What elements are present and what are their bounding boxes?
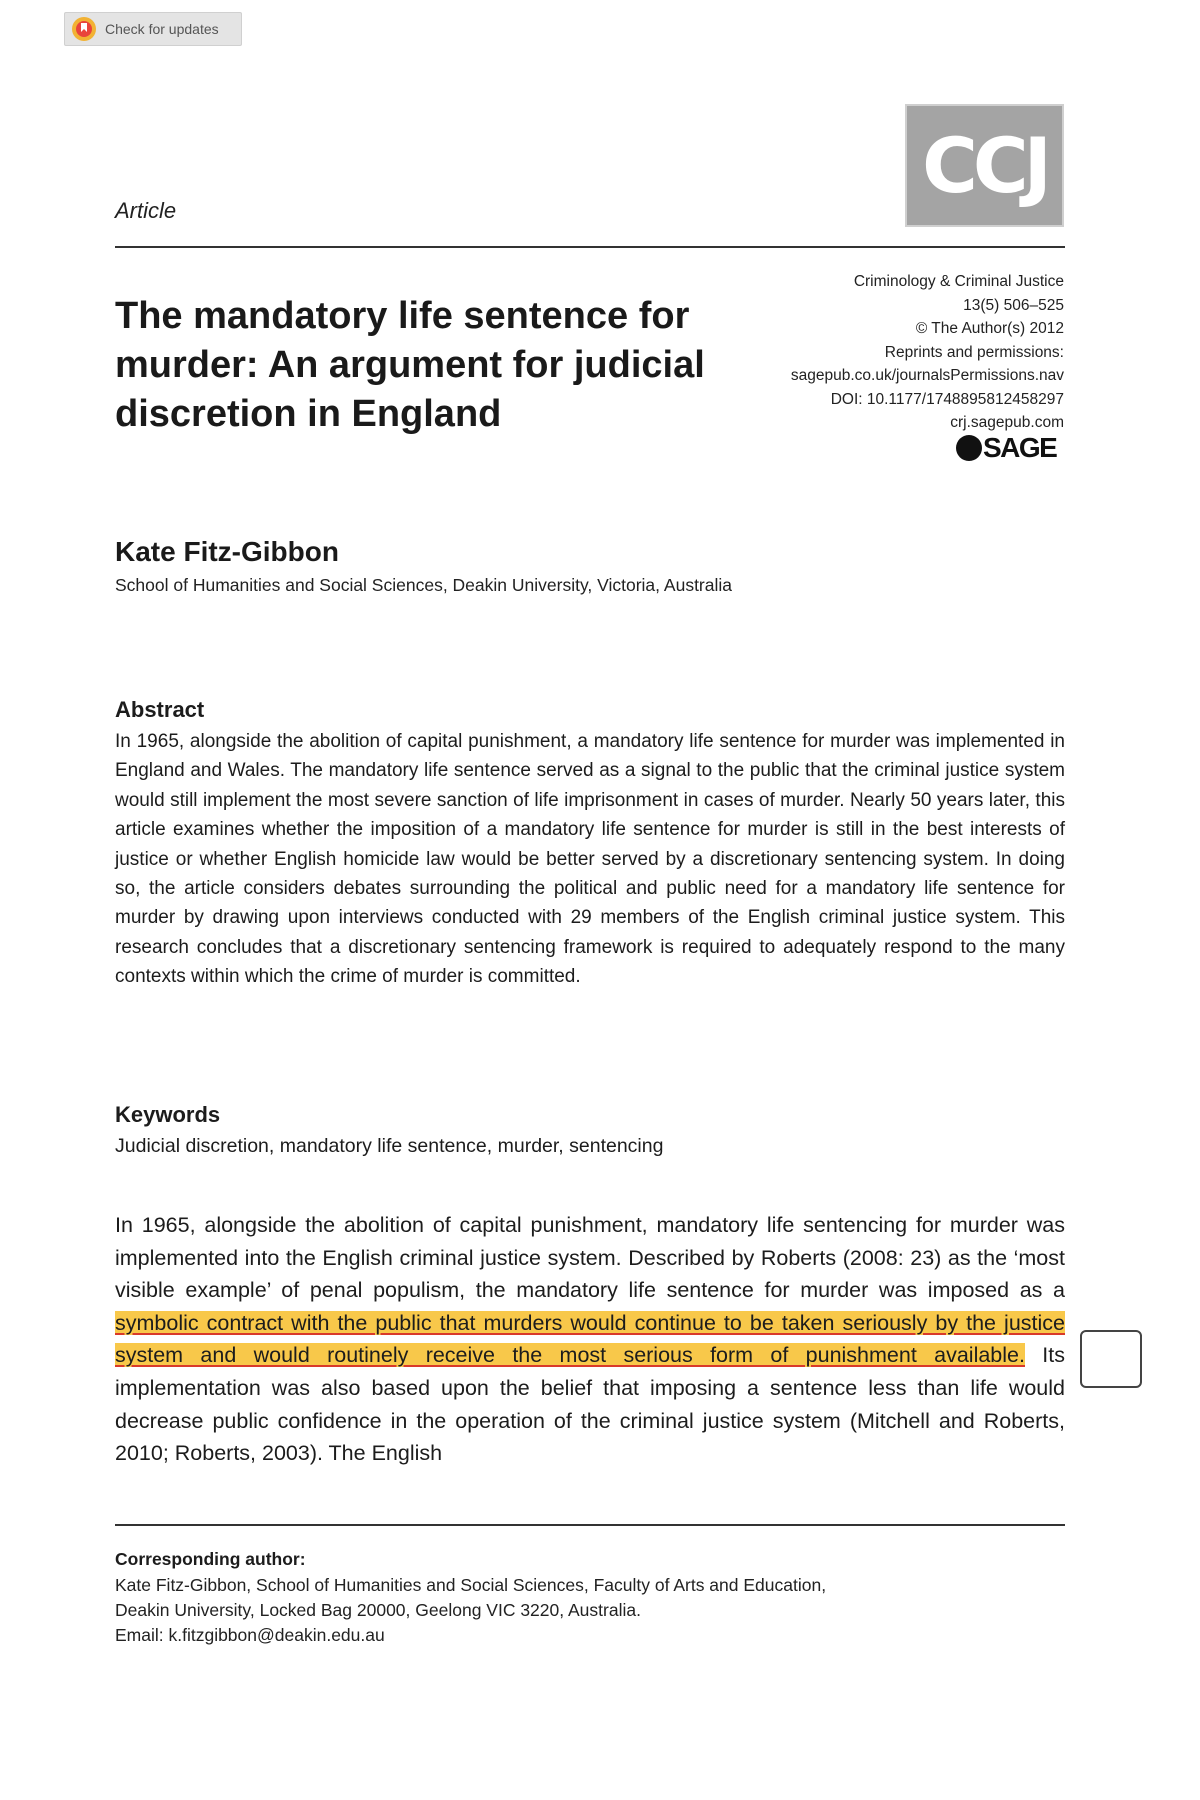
footnote-divider bbox=[115, 1524, 1065, 1526]
check-for-updates-button[interactable] bbox=[64, 12, 242, 46]
journal-copyright: © The Author(s) 2012 bbox=[915, 320, 1064, 337]
journal-logo-text: CCJ bbox=[922, 120, 1047, 210]
corresponding-author-heading: Corresponding author: bbox=[115, 1549, 306, 1569]
journal-logo bbox=[905, 104, 1064, 227]
abstract-heading: Abstract bbox=[115, 697, 205, 722]
journal-permissions-link[interactable]: sagepub.co.uk/journalsPermissions.nav bbox=[790, 367, 1064, 384]
body-text-before-highlight: In 1965, alongside the abolition of capital punishment, mandatory life sentencing for murder was implemented into the English criminal justice system. Described by Roberts (2008: 23) as the ‘most visible example’ of penal populism, the mandatory life sentence for murder was imposed as a bbox=[115, 1213, 1065, 1303]
corresponding-author-address: Deakin University, Locked Bag 20000, Geelong VIC 3220, Australia. bbox=[115, 1600, 641, 1620]
journal-volume-pages: 13(5) 506–525 bbox=[963, 296, 1064, 314]
corresponding-author-email[interactable]: Email: k.fitzgibbon@deakin.edu.au bbox=[115, 1625, 385, 1645]
journal-info-block bbox=[704, 270, 1064, 435]
journal-site-link[interactable]: crj.sagepub.com bbox=[950, 414, 1064, 431]
author-name: Kate Fitz-Gibbon bbox=[115, 536, 339, 567]
paper-title: The mandatory life sentence for murder: An argument for judicial discretion in England bbox=[115, 295, 705, 435]
journal-doi[interactable]: DOI: 10.1177/1748895812458297 bbox=[830, 390, 1064, 408]
author-affiliation: School of Humanities and Social Sciences, Deakin University, Victoria, Australia bbox=[115, 575, 733, 595]
sage-logo-text: SAGE bbox=[983, 432, 1057, 463]
journal-name: Criminology & Criminal Justice bbox=[853, 273, 1064, 290]
body-text-after-highlight: Its implementation was also based upon the belief that imposing a sentence less than life would decrease public confidence in the operation of the criminal justice system (Mitchell and Roberts, 2010; Roberts, 2003). The English bbox=[115, 1343, 1065, 1466]
journal-reprints: Reprints and permissions: bbox=[884, 343, 1064, 361]
sage-logo-icon bbox=[956, 435, 982, 461]
check-for-updates-label: Check for updates bbox=[105, 21, 219, 37]
sage-logo bbox=[956, 432, 1056, 464]
highlighted-annotation[interactable]: symbolic contract with the public that murders would continue to be taken seriously by the justice system and would routinely receive the most serious form of punishment available. bbox=[115, 1310, 1065, 1368]
annotation-note-box[interactable] bbox=[1080, 1330, 1142, 1388]
keywords-heading: Keywords bbox=[115, 1102, 221, 1127]
header-divider bbox=[115, 246, 1065, 248]
corresponding-author-line: Kate Fitz-Gibbon, School of Humanities and Social Sciences, Faculty of Arts and Education, bbox=[115, 1575, 827, 1595]
body-paragraph bbox=[115, 1209, 1065, 1470]
crossmark-icon bbox=[71, 15, 99, 43]
keywords-text: Judicial discretion, mandatory life sentence, murder, sentencing bbox=[115, 1135, 664, 1157]
abstract-text: In 1965, alongside the abolition of capital punishment, a mandatory life sentence for murder was implemented in England and Wales. The mandatory life sentence served as a signal to the public that the criminal justice system would still implement the most severe sanction of life imprisonment in cases of murder. Nearly 50 years later, this article examines whether the imposition of a mandatory life sentence for murder is still in the best interests of justice or whether English homicide law would be better served by a discretionary sentencing system. In doing so, the article considers debates surrounding the political and public need for a mandatory life sentence for murder by drawing upon interviews conducted with 29 members of the English criminal justice system. This research concludes that a discretionary sentencing framework is required to adequately respond to the many contexts within which the crime of murder is committed. bbox=[115, 731, 1065, 988]
article-type-label: Article bbox=[115, 198, 177, 223]
